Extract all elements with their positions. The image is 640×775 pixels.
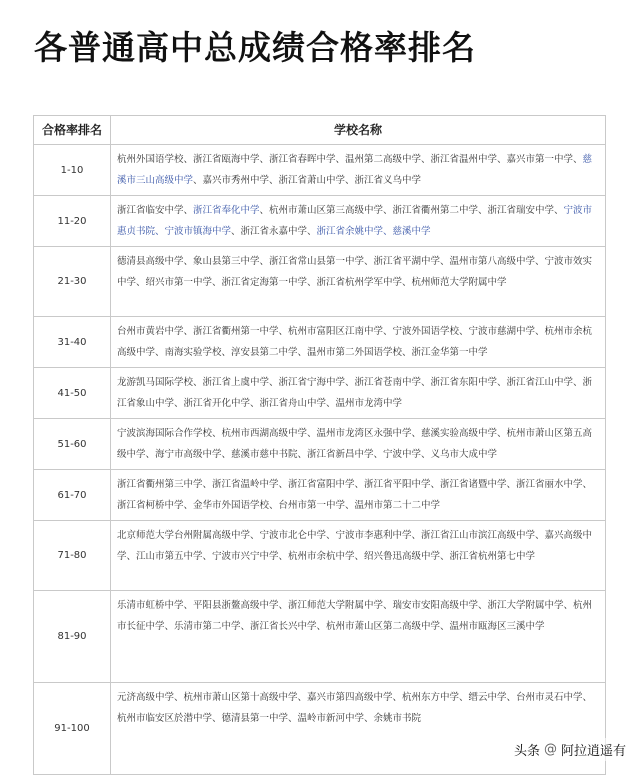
table-row [34,368,606,419]
rank-range: 1-10 [34,145,111,196]
school-names: 、浙江省永嘉中学、 [231,226,317,237]
rank-range: 91-100 [34,683,111,775]
ranking-table [33,115,606,775]
table-row [34,317,606,368]
school-names: 杭州外国语学校、浙江省瓯海中学、浙江省春晖中学、温州第二高级中学、浙江省温州中学、嘉兴市第一中学、 [117,154,583,165]
table-row [34,247,606,317]
school-list [111,470,606,521]
rank-range: 41-50 [34,368,111,419]
school-names: 龙游凯马国际学校、浙江省上虞中学、浙江省宁海中学、浙江省苍南中学、浙江省东阳中学、浙江省江山中学、浙江省象山中学、浙江省开化中学、浙江省舟山中学、温州市龙湾中学 [117,377,593,409]
school-list [111,247,606,317]
rank-range: 81-90 [34,591,111,683]
watermark [510,738,630,761]
school-list [111,368,606,419]
school-names: 浙江省衢州第三中学、浙江省温岭中学、浙江省富阳中学、浙江省平阳中学、浙江省诸暨中学、浙江省丽水中学、浙江省柯桥中学、金华市外国语学校、台州市第一中学、温州市第二十二中学 [117,479,593,511]
table-row [34,196,606,247]
watermark-author: 阿拉逍遥有 [560,744,626,759]
school-names: 浙江省临安中学、 [117,205,194,216]
table-row [34,521,606,591]
school-names: 宁波滨海国际合作学校、杭州市西湖高级中学、温州市龙湾区永强中学、慈溪实验高级中学、杭州市萧山区第五高级中学、海宁市高级中学、慈溪市慈中书院、浙江省新昌中学、宁波中学、义乌市大成中学 [117,428,593,460]
school-list [111,419,606,470]
rank-range: 11-20 [34,196,111,247]
school-link[interactable]: 宁波市惠贞书院、宁波市镇海中学 [117,205,593,237]
rank-range: 71-80 [34,521,111,591]
school-names: 、嘉兴市秀州中学、浙江省萧山中学、浙江省义乌中学 [193,175,422,186]
rank-range: 21-30 [34,247,111,317]
table-header-row [34,116,606,145]
rank-range: 31-40 [34,317,111,368]
school-link[interactable]: 浙江省余姚中学、慈溪中学 [316,226,431,237]
table-body [34,145,606,775]
rank-range: 51-60 [34,419,111,470]
table-row [34,591,606,683]
table-row [34,419,606,470]
school-list [111,591,606,683]
table-row [34,145,606,196]
school-link[interactable]: 浙江省奉化中学 [193,205,260,216]
watermark-separator: @ [543,742,557,757]
school-names: 台州市黄岩中学、浙江省衢州第一中学、杭州市富阳区江南中学、宁波外国语学校、宁波市慈湖中学、杭州市余杭高级中学、南海实验学校、淳安县第二中学、温州市第二外国语学校、浙江金华第一中学 [117,326,593,358]
school-names: 、杭州市萧山区第三高级中学、浙江省衢州第二中学、浙江省瑞安中学、 [259,205,564,216]
table-row [34,470,606,521]
school-list [111,196,606,247]
school-link[interactable]: 慈溪市三山高级中学 [117,154,593,186]
school-names: 北京师范大学台州附属高级中学、宁波市北仑中学、宁波市李惠利中学、浙江省江山市滨江高级中学、嘉兴高级中学、江山市第五中学、宁波市兴宁中学、杭州市余杭中学、绍兴鲁迅高级中学、浙江省杭州第七中学 [117,530,593,562]
school-list [111,521,606,591]
watermark-platform: 头条 [513,744,540,759]
school-names: 乐清市虹桥中学、平阳县浙鳌高级中学、浙江师范大学附属中学、瑞安市安阳高级中学、浙江大学附属中学、杭州市长征中学、乐清市第二中学、浙江省长兴中学、杭州市萧山区第二高级中学、温州市瓯海区三溪中学 [117,600,593,632]
school-names: 元济高级中学、杭州市萧山区第十高级中学、嘉兴市第四高级中学、杭州东方中学、缙云中学、台州市灵石中学、杭州市临安区於潜中学、德清县第一中学、温岭市新河中学、余姚市书院 [117,692,593,724]
school-list [111,145,606,196]
header-schools: 学校名称 [111,116,606,145]
rank-range: 61-70 [34,470,111,521]
school-names: 德清县高级中学、象山县第三中学、浙江省常山县第一中学、浙江省平湖中学、温州市第八高级中学、宁波市效实中学、绍兴市第一中学、浙江省定海第一中学、浙江省杭州学军中学、杭州师范大学附属中学 [117,256,593,288]
page-title: 各普通高中总成绩合格率排名 [34,28,476,67]
school-list [111,317,606,368]
header-rank: 合格率排名 [34,116,111,145]
